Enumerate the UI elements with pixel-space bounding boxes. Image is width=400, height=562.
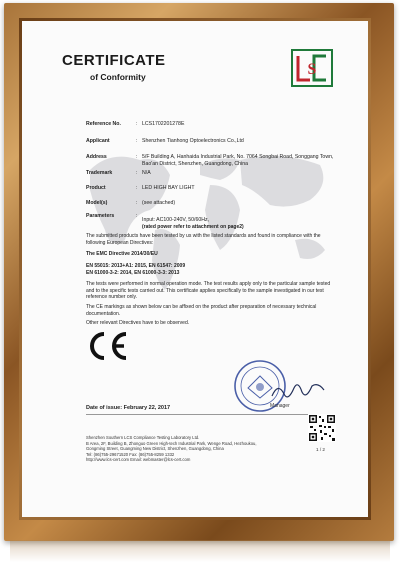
other-directives-statement: Other relevant Directives have to be observed. bbox=[86, 320, 190, 326]
lcs-logo-icon bbox=[290, 48, 334, 88]
qr-code-icon bbox=[308, 414, 336, 442]
field-label: Reference No. bbox=[86, 121, 121, 127]
parameters-note: (rated power refer to attachment on page2) bbox=[142, 224, 244, 230]
standards-line-1: EN 55015: 2013+A1: 2015, EN 61547: 2009 bbox=[86, 263, 186, 269]
lab-footer bbox=[86, 435, 296, 463]
ce-mark-icon bbox=[86, 330, 130, 362]
date-divider bbox=[86, 414, 318, 415]
field-value: LED HIGH BAY LIGHT bbox=[142, 185, 195, 191]
field-value: N/A bbox=[142, 170, 151, 176]
field-colon: : bbox=[136, 170, 138, 176]
tests-statement: The tests were performed in normal operation mode. The test results apply only to the particular sample tested and to the specific tests carried out. This certificate applies specifically to the sample investigated in our test reference number only. bbox=[86, 281, 331, 301]
footer-line: http://www.lcs-cert.com Email: webmaster@lcs-cert.com bbox=[86, 457, 191, 463]
footer-line: B Area, 2F, Building B, Zhonguo Green High-tech Industrial Park, Wenge Road, Hezhoukou, bbox=[86, 440, 257, 446]
footer-line: Tel: (86)755-29671520 Fax: (86)755-8259 1332 bbox=[86, 451, 175, 457]
date-of-issue: Date of issue: February 22, 2017 bbox=[86, 405, 171, 411]
manager-label: Manager bbox=[270, 403, 290, 409]
field-colon: : bbox=[136, 200, 138, 206]
footer-line: Gongming Street, Guangming New District, Shenzhen, Guangdong, China bbox=[86, 446, 224, 452]
signature-icon bbox=[268, 378, 328, 404]
standards-line-2: EN 61000-3-2: 2014, EN 61000-3-3: 2013 bbox=[86, 270, 180, 276]
logo-letter: S bbox=[307, 61, 317, 78]
field-colon: : bbox=[136, 121, 138, 127]
field-value: (see attached) bbox=[142, 200, 176, 206]
field-colon: : bbox=[136, 213, 138, 219]
field-value: Shenzhen Tianhong Optoelectronics Co.,Ltd bbox=[142, 138, 244, 144]
field-label: Address bbox=[86, 154, 107, 160]
certificate-title: CERTIFICATE bbox=[62, 52, 166, 69]
tested-statement: The submitted products have been tested by us with the listed standards and found in compliance with the following European Directives: bbox=[86, 233, 321, 246]
field-label: Parameters bbox=[86, 213, 115, 219]
field-colon: : bbox=[136, 185, 138, 191]
field-value: 5/F Building A, Hanhaida Industrial Park, No. 7064 Songbai Road, Songgang Town, Bao'an District, Shenzhen, Guangdong, China bbox=[142, 154, 334, 167]
certificate-subtitle: of Conformity bbox=[90, 72, 146, 82]
directive-title: The EMC Directive 2014/30/EU bbox=[86, 251, 158, 257]
field-label: Trademark bbox=[86, 170, 113, 176]
ce-marking-statement: The CE markings as shown below can be affixed on the product after preparation of necessary technical documentation. bbox=[86, 304, 317, 317]
field-label: Product bbox=[86, 185, 106, 191]
frame-reflection bbox=[10, 540, 390, 562]
field-colon: : bbox=[136, 138, 138, 144]
field-value: LCS1702201278E bbox=[142, 121, 185, 127]
page-number: 1 / 2 bbox=[316, 447, 325, 452]
field-label: Model(s) bbox=[86, 200, 108, 206]
field-value: Input: AC100-240V, 50/60Hz, bbox=[142, 217, 210, 223]
footer-line: Shenzhen Southern LCS Compliance Testing Laboratory Ltd. bbox=[86, 435, 200, 440]
field-label: Applicant bbox=[86, 138, 110, 144]
field-colon: : bbox=[136, 154, 138, 160]
